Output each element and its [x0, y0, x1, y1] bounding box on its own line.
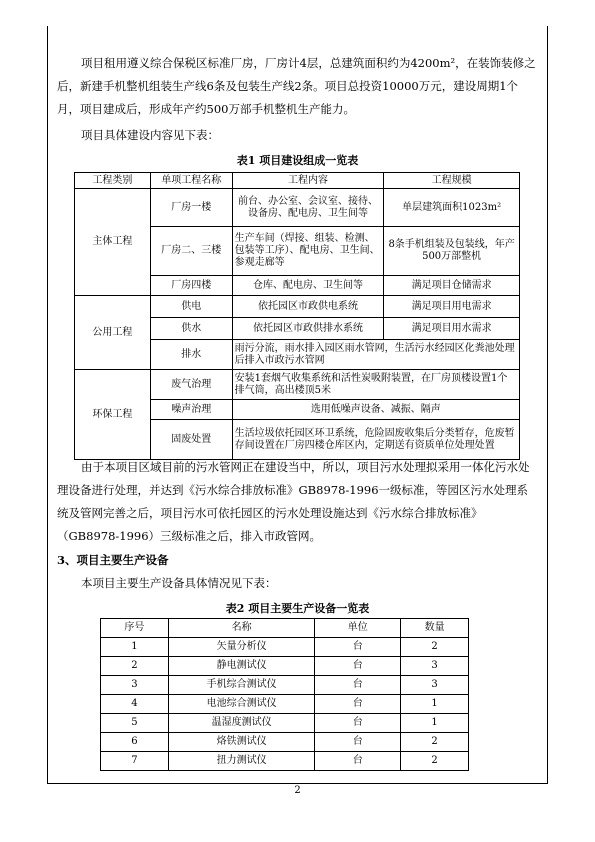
quantity-cell: 2 [401, 733, 469, 752]
header-quantity: 数量 [401, 619, 469, 638]
construction-composition-table [74, 172, 520, 460]
content-cell: 依托园区市政供排水系统 [232, 318, 384, 340]
item-name-cell: 厂房四楼 [150, 276, 232, 296]
header-category: 工程类别 [75, 173, 151, 189]
table1-caption: 表1 项目建设组成一览表 [236, 154, 359, 167]
scale-cell: 满足项目仓储需求 [384, 276, 520, 296]
seq-cell: 4 [101, 695, 169, 714]
header-unit: 单位 [315, 619, 401, 638]
content-cell: 雨污分流，雨水排入园区雨水管网，生活污水经园区化粪池处理后排入市政污水管网 [232, 340, 519, 370]
item-name-cell: 供水 [150, 318, 232, 340]
item-name-cell: 噪声治理 [150, 400, 232, 420]
item-name-cell: 供电 [150, 296, 232, 318]
table-row [101, 695, 469, 714]
item-name-cell: 排水 [150, 340, 232, 370]
scale-cell: 满足项目用水需求 [384, 318, 520, 340]
seq-cell: 2 [101, 657, 169, 676]
scale-cell: 满足项目用电需求 [384, 296, 520, 318]
content-cell: 选用低噪声设备、减振、隔声 [232, 400, 519, 420]
table2-caption: 表2 项目主要生产设备一览表 [225, 602, 370, 615]
quantity-cell: 1 [401, 714, 469, 733]
header-content: 工程内容 [232, 173, 384, 189]
table-row [101, 657, 469, 676]
item-name-cell: 固废处置 [150, 420, 232, 460]
unit-cell: 台 [315, 638, 401, 657]
equipment-table [100, 618, 469, 771]
table-row [75, 296, 520, 318]
table-row [101, 638, 469, 657]
unit-cell: 台 [315, 714, 401, 733]
table-intro-paragraph: 项目具体建设内容见下表： [81, 128, 219, 142]
scale-cell: 8条手机组装及包装线，年产500万部整机 [384, 227, 520, 276]
seq-cell: 7 [101, 752, 169, 771]
quantity-cell: 1 [401, 695, 469, 714]
name-cell: 矢量分析仪 [168, 638, 315, 657]
seq-cell: 1 [101, 638, 169, 657]
table-row [101, 733, 469, 752]
header-seq: 序号 [101, 619, 169, 638]
name-cell: 手机综合测试仪 [168, 676, 315, 695]
name-cell: 电池综合测试仪 [168, 695, 315, 714]
content-cell: 仓库、配电房、卫生间等 [232, 276, 384, 296]
header-scale: 工程规模 [384, 173, 520, 189]
content-cell: 生产车间（焊接、组装、检测、包装等工序）、配电房、卫生间、参观走廊等 [232, 227, 384, 276]
table-row [101, 752, 469, 771]
table-row [101, 676, 469, 695]
scale-cell: 单层建筑面积1023m² [384, 189, 520, 227]
content-cell: 生活垃圾依托园区环卫系统，危险固废收集后分类暂存，危废暂存间设置在厂房四楼仓库区内，定期送有资质单位处理处置 [232, 420, 519, 460]
content-cell: 安装1套烟气收集系统和活性炭吸附装置，在厂房顶楼设置1个排气筒，高出楼顶5米 [232, 370, 519, 400]
category-cell: 主体工程 [75, 189, 151, 296]
seq-cell: 6 [101, 733, 169, 752]
wastewater-paragraph: 由于本项目区域目前的污水管网正在建设当中，所以，项目污水处理拟采用一体化污水处理设备进行处理，并达到《污水综合排放标准》GB8978-1996一级标准，等园区污水处理系统及管网完善之后，项目污水可依托园区的污水处理设施达到《污水综合排放标准》（GB8978-1996）三级标准之后，排入市政管网。 [57, 460, 530, 543]
name-cell: 温湿度测试仪 [168, 714, 315, 733]
name-cell: 静电测试仪 [168, 657, 315, 676]
seq-cell: 3 [101, 676, 169, 695]
section-heading: 3、项目主要生产设备 [57, 553, 169, 567]
category-cell: 环保工程 [75, 370, 151, 460]
item-name-cell: 厂房一楼 [150, 189, 232, 227]
table-row [75, 189, 520, 227]
equipment-intro-paragraph: 本项目主要生产设备具体情况见下表： [81, 576, 277, 590]
item-name-cell: 废气治理 [150, 370, 232, 400]
unit-cell: 台 [315, 676, 401, 695]
unit-cell: 台 [315, 657, 401, 676]
page-number: 2 [294, 785, 301, 796]
item-name-cell: 厂房二、三楼 [150, 227, 232, 276]
header-item-name: 单项工程名称 [150, 173, 232, 189]
quantity-cell: 3 [401, 657, 469, 676]
seq-cell: 5 [101, 714, 169, 733]
project-overview-paragraph: 项目租用遵义综合保税区标准厂房，厂房计4层，总建筑面积约为4200m²，在装饰装修之后，新建手机整机组装生产线6条及包装生产线2条。项目总投资10000万元，建设周期1个月，项目建成后，形成年产约500万部手机整机生产能力。 [57, 56, 536, 116]
name-cell: 扭力测试仪 [168, 752, 315, 771]
unit-cell: 台 [315, 752, 401, 771]
name-cell: 烙铁测试仪 [168, 733, 315, 752]
unit-cell: 台 [315, 695, 401, 714]
header-name: 名称 [168, 619, 315, 638]
table-row [75, 370, 520, 400]
table-row [101, 714, 469, 733]
content-cell: 前台、办公室、会议室、接待、设备房、配电房、卫生间等 [232, 189, 384, 227]
quantity-cell: 3 [401, 676, 469, 695]
quantity-cell: 2 [401, 752, 469, 771]
quantity-cell: 2 [401, 638, 469, 657]
content-cell: 依托园区市政供电系统 [232, 296, 384, 318]
category-cell: 公用工程 [75, 296, 151, 370]
unit-cell: 台 [315, 733, 401, 752]
